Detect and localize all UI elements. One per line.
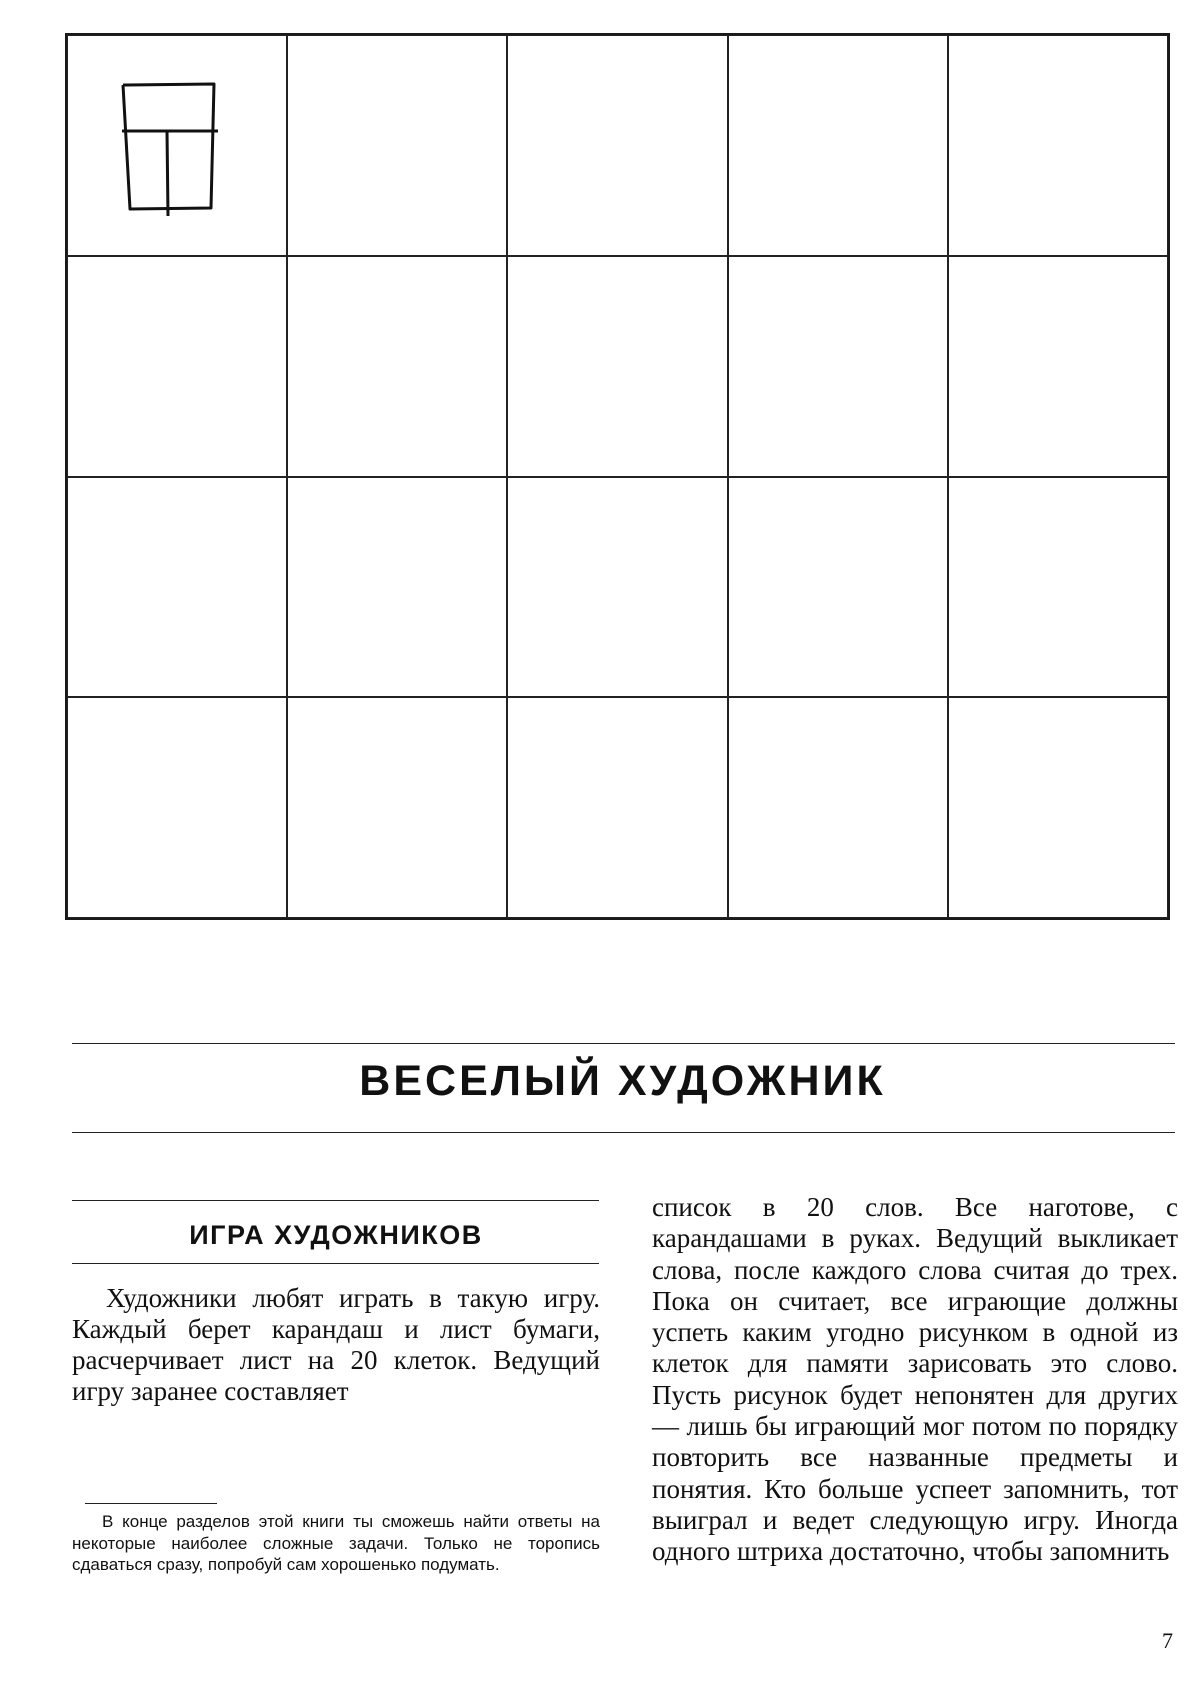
- grid-cell: [948, 477, 1168, 698]
- grid-cell: [287, 697, 507, 918]
- grid-cell: [728, 35, 948, 256]
- grid-cell: [67, 697, 287, 918]
- drawing-grid: [65, 33, 1170, 920]
- grid-cell: [728, 477, 948, 698]
- grid-cell: [67, 35, 287, 256]
- grid-cell: [948, 697, 1168, 918]
- grid-cell: [507, 256, 727, 477]
- grid-cell: [287, 35, 507, 256]
- grid-cell: [67, 256, 287, 477]
- footnote-rule: [85, 1503, 217, 1504]
- section-rule-bottom: [72, 1263, 599, 1264]
- grid-cell: [728, 697, 948, 918]
- section-rule-top: [72, 1200, 599, 1201]
- grid-cell: [67, 477, 287, 698]
- grid-cell: [507, 697, 727, 918]
- page-number: 7: [1162, 1628, 1173, 1653]
- grid-cell: [948, 256, 1168, 477]
- grid-cell: [287, 256, 507, 477]
- body-text-right: список в 20 слов. Все наготове, с карандашами в руках. Ведущий выкликает слова, после каждого слова считая до трех. Пока он считает, все играющие должны успеть каким угодно рисунком в одной из клеток для памяти зарисовать это слово. Пусть рисунок будет непонятен для других — лишь бы играющий мог потом по порядку повторить все названные предметы и понятия. Кто больше успеет запомнить, тот выиграл и ведет следующую игру. Иногда одного штриха достаточно, чтобы запомнить: [652, 1192, 1178, 1567]
- grid-cell: [507, 35, 727, 256]
- chapter-title: ВЕСЕЛЫЙ ХУДОЖНИК: [359, 1057, 886, 1105]
- body-text-left: Художники любят играть в такую игру. Каждый берет карандаш и лист бумаги, расчерчивает лист на 20 клеток. Ведущий игру заранее составляет: [72, 1283, 600, 1406]
- grid-cell: [948, 35, 1168, 256]
- sketch-drawing: [120, 81, 230, 231]
- title-rule-top: [72, 1043, 1175, 1044]
- title-rule-bottom: [72, 1132, 1175, 1133]
- grid-cell: [728, 256, 948, 477]
- section-title: ИГРА ХУДОЖНИКОВ: [189, 1220, 483, 1250]
- footnote: В конце разделов этой книги ты сможешь найти ответы на некоторые наиболее сложные задачи. Только не торопись сдаваться сразу, попробуй сам хорошенько подумать.: [72, 1512, 600, 1574]
- grid-cell: [287, 477, 507, 698]
- grid-cell: [507, 477, 727, 698]
